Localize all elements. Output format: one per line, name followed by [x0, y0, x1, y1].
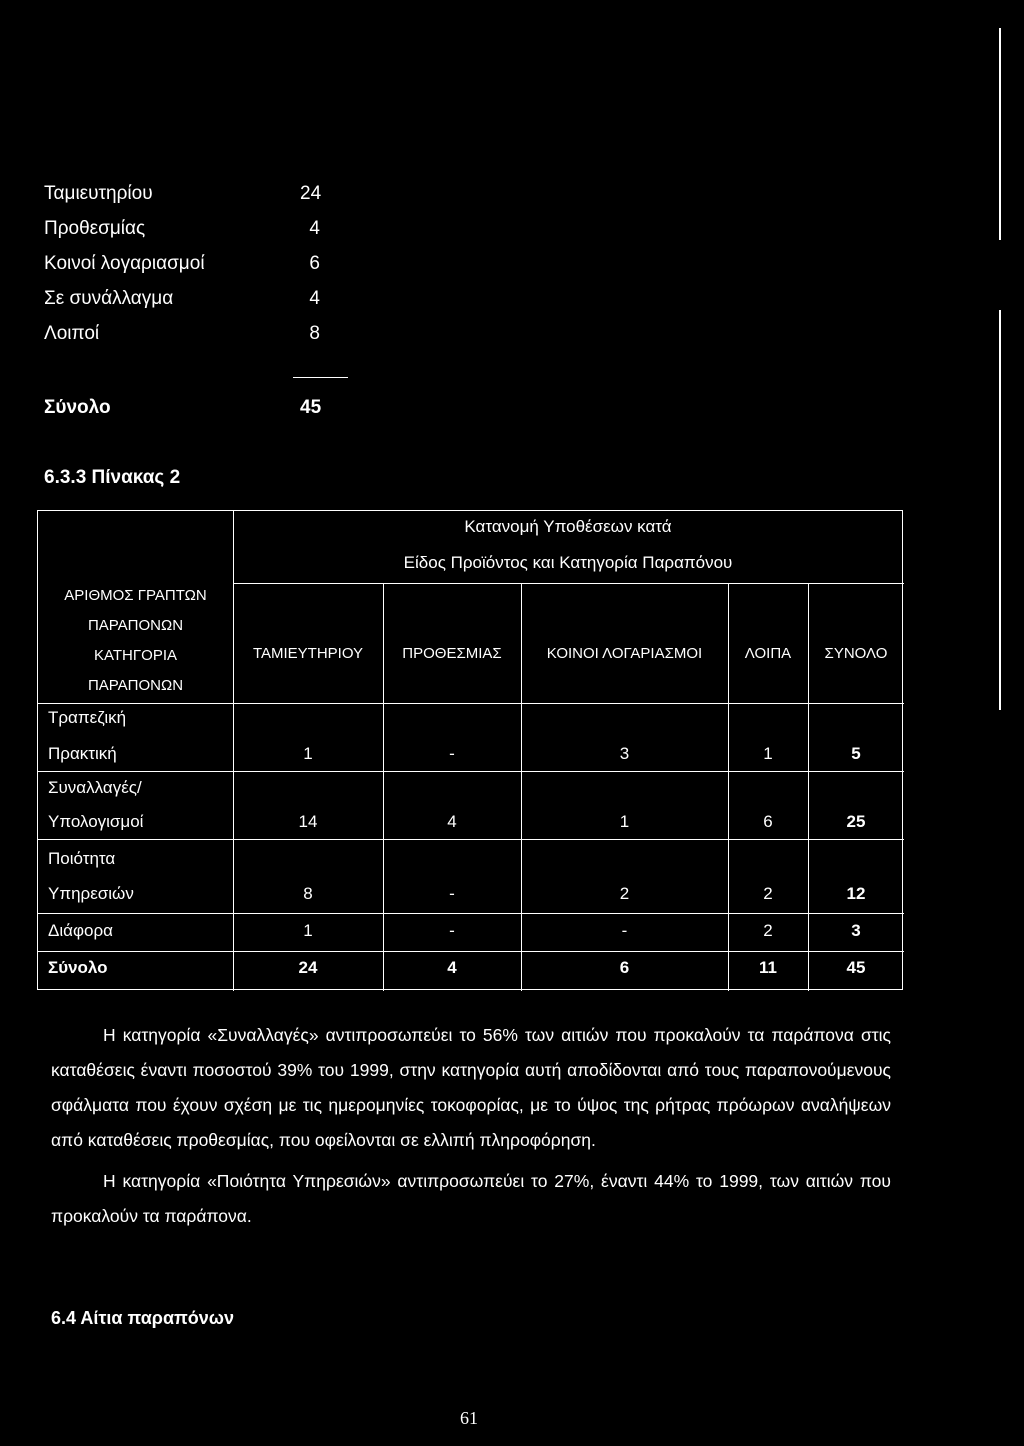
- table-cell: -: [449, 884, 455, 903]
- column-header: ΣΥΝΟΛΟ: [824, 645, 888, 662]
- column-header: ΚΟΙΝΟΙ ΛΟΓΑΡΙΑΣΜΟΙ: [546, 645, 703, 662]
- summary-label: Ταμιευτηρίου: [44, 183, 153, 204]
- total-cell: 24: [298, 958, 318, 977]
- summary-value: 6: [309, 253, 320, 274]
- table-cell-total: 5: [851, 744, 861, 763]
- row-label-line: Πρακτική: [48, 744, 117, 763]
- scan-edge-line-top: [999, 28, 1001, 240]
- corner-header-line: ΑΡΙΘΜΟΣ ΓΡΑΠΤΩΝ: [64, 587, 207, 604]
- table-title-line1: Κατανομή Υποθέσεων κατά: [464, 517, 672, 536]
- total-cell: 11: [759, 958, 777, 977]
- row-label-line: Τραπεζική: [48, 708, 127, 727]
- table-cell: 1: [303, 744, 313, 763]
- summary-total-value: 45: [300, 397, 322, 418]
- row-divider: [38, 951, 904, 952]
- summary-total-label: Σύνολο: [44, 397, 111, 418]
- table-cell-total: 25: [846, 812, 866, 831]
- summary-label: Κοινοί λογαριασμοί: [44, 253, 205, 274]
- row-label-line: Ποιότητα: [48, 849, 116, 868]
- table-cell: 8: [303, 884, 313, 903]
- paragraph: Η κατηγορία «Συναλλαγές» αντιπροσωπεύει το 56% των αιτιών που προκαλούν τα παράπονα στις καταθέσεις έναντι ποσοστού 39% του 1999, στην κατηγορία αυτή αποδίδονται από τους παραπονούμενους σφάλματα που έχουν σχέση με τις ημερομηνίες τοκοφορίας, με το ύψος της ρήτρας πρόωρων αναλήψεων από καταθέσεις προθεσμίας, που οφείλονται σε ελλιπή πληροφόρηση.: [51, 1025, 891, 1150]
- table-cell: 1: [619, 812, 630, 831]
- table-cell: -: [621, 921, 628, 940]
- table-cell-total: 3: [851, 921, 861, 940]
- row-divider: [38, 771, 904, 772]
- next-section-heading: 6.4 Αίτια παραπόνων: [51, 1308, 235, 1328]
- table-cell: 2: [619, 884, 630, 903]
- table-cell: 3: [619, 744, 630, 763]
- summary-value: 4: [309, 218, 320, 239]
- table-cell: 6: [763, 812, 773, 831]
- column-header: ΠΡΟΘΕΣΜΙΑΣ: [402, 645, 502, 662]
- header-divider: [38, 703, 904, 704]
- table-cell: 1: [763, 744, 773, 763]
- table-cell: 2: [763, 884, 773, 903]
- corner-header-line: ΚΑΤΗΓΟΡΙΑ: [94, 647, 177, 664]
- summary-value: 4: [309, 288, 320, 309]
- scan-edge-line-bottom: [999, 310, 1001, 710]
- table-cell: 1: [303, 921, 313, 940]
- row-label-line: Διάφορα: [48, 921, 113, 940]
- table-cell: -: [449, 744, 455, 763]
- body-text: [51, 1018, 891, 1234]
- table-cell: 2: [763, 921, 773, 940]
- column-header: ΛΟΙΠΑ: [744, 645, 792, 662]
- total-cell: 45: [846, 958, 866, 977]
- complaints-table: [37, 510, 903, 990]
- table-cell-total: 12: [846, 884, 866, 903]
- row-divider: [38, 913, 904, 914]
- summary-label: Προθεσμίας: [44, 218, 146, 239]
- corner-header-line: ΠΑΡΑΠΟΝΩΝ: [87, 617, 184, 634]
- summary-total-rule: [293, 377, 348, 378]
- paragraph: Η κατηγορία «Ποιότητα Υπηρεσιών» αντιπροσωπεύει το 27%, έναντι 44% το 1999, των αιτιών που προκαλούν τα παράπονα.: [51, 1171, 891, 1226]
- table-title-line2: Είδος Προϊόντος και Κατηγορία Παραπόνου: [403, 553, 733, 572]
- section-heading: 6.3.3 Πίνακας 2: [44, 467, 181, 488]
- corner-header-line: ΠΑΡΑΠΟΝΩΝ: [87, 677, 184, 694]
- summary-value: 8: [309, 323, 320, 344]
- column-header: ΤΑΜΙΕΥΤΗΡΙΟΥ: [252, 645, 364, 662]
- total-cell: 6: [619, 958, 630, 977]
- summary-label: Λοιποί: [44, 323, 100, 344]
- summary-label: Σε συνάλλαγμα: [44, 288, 174, 309]
- row-label-line: Υπηρεσιών: [48, 884, 134, 903]
- row-label-line: Υπολογισμοί: [48, 812, 144, 831]
- total-row-label: Σύνολο: [48, 958, 108, 977]
- total-cell: 4: [447, 958, 457, 977]
- table-cell: -: [449, 921, 455, 940]
- table-cell: 14: [298, 812, 318, 831]
- page-number: 61: [460, 1408, 478, 1428]
- summary-value: 24: [300, 183, 322, 204]
- title-divider: [233, 583, 904, 584]
- row-label-line: Συναλλαγές/: [48, 778, 142, 797]
- table-cell: 4: [447, 812, 457, 831]
- row-divider: [38, 839, 904, 840]
